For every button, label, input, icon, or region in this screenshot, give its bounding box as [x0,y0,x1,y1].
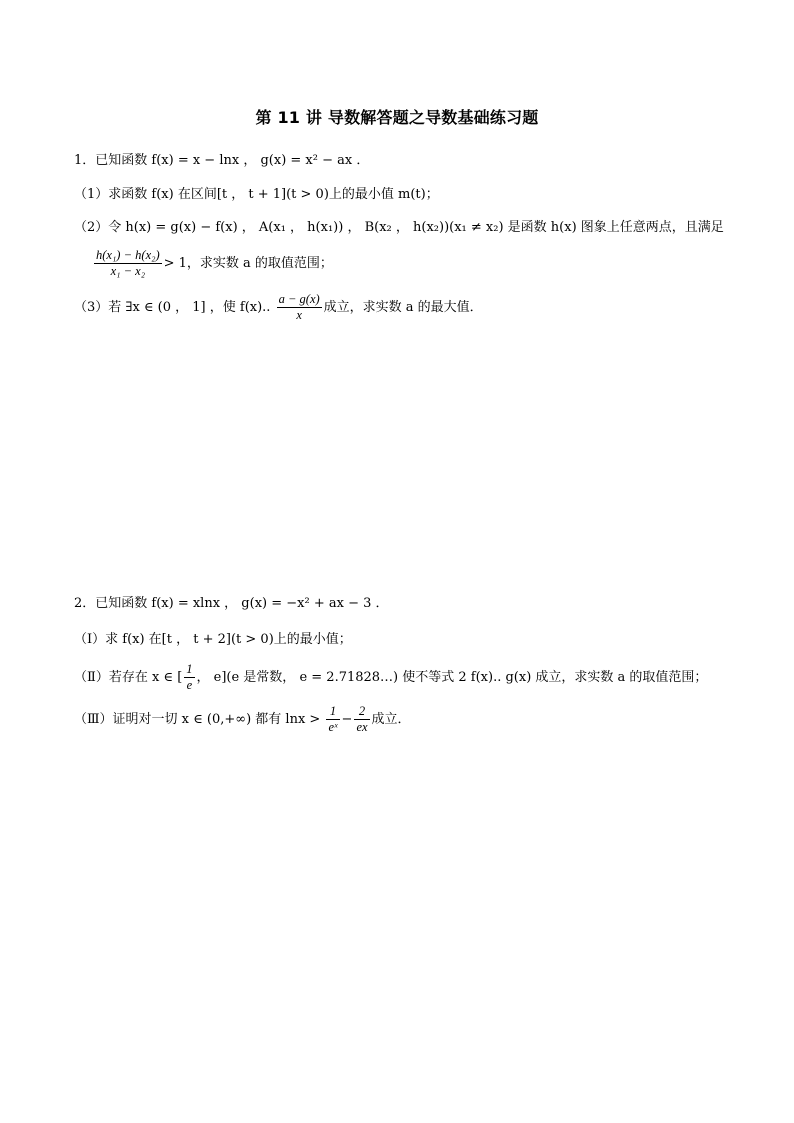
q1-part2-tail: > 1，求实数 a 的取值范围； [163,256,333,271]
q1-part3 [74,292,483,323]
q1-part3-fraction [277,292,322,323]
fraction-numerator: 1 [186,662,193,676]
q1-part3-head: （3）若 ∃x ∈ (0 ， 1] ，使 f(x).. [74,300,271,315]
fraction-numerator: 2 [354,704,369,720]
fraction-denominator: x₁ − x₂ [110,264,146,278]
fraction-numerator: h(x₁) − h(x₂) [96,248,160,262]
q2-part3-head: （Ⅲ）证明对一切 x ∈ (0,+∞) 都有 lnx > [74,712,321,727]
fraction-denominator: x [296,308,302,322]
fraction-numerator: 1 [326,704,339,720]
q2-part3-fraction-1 [326,704,339,735]
fraction-numerator: a − g(x) [278,292,320,306]
q1-part1: （1）求函数 f(x) 在区间[t ， t + 1](t > 0)上的最小值 m(t)； [74,187,439,202]
q2-part2 [74,662,707,693]
fraction-denominator: e [186,678,193,692]
fraction-denominator: eˣ [328,720,338,734]
q2-part3-tail: 成立． [371,712,411,727]
q1-part2-line1: （2）令 h(x) = g(x) − f(x) ， A(x₁ ， h(x₁)) ， B(x₂ ， h(x₂))(x₁ ≠ x₂) 是函数 h(x) 图象上任意两点，且满足 [74,220,724,235]
fraction-denominator: ex [356,720,368,734]
q1-part3-tail: 成立，求实数 a 的最大值． [323,300,483,315]
q2-part2-head: （Ⅱ）若存在 x ∈ [ [74,670,183,685]
q2-part2-tail: ， e](e 是常数， e = 2.71828…) 使不等式 2 f(x).. g(x) 成立，求实数 a 的取值范围； [196,670,708,685]
q2-part3 [74,704,411,735]
q1-intro: 1．已知函数 f(x) = x − lnx ， g(x) = x² − ax ． [74,153,370,168]
q2-part1: （Ⅰ）求 f(x) 在[t ， t + 2](t > 0)上的最小值； [74,632,352,647]
q2-intro: 2．已知函数 f(x) = xlnx ， g(x) = −x² + ax − 3 ． [74,596,389,611]
q2-part2-fraction [184,662,194,693]
q1-part2-condition [92,248,333,279]
q2-part3-fraction-2 [354,704,369,735]
q1-part2-fraction [94,248,162,279]
page-title: 第 11 讲 导数解答题之导数基础练习题 [255,108,539,127]
q2-part3-minus: − [341,712,353,727]
